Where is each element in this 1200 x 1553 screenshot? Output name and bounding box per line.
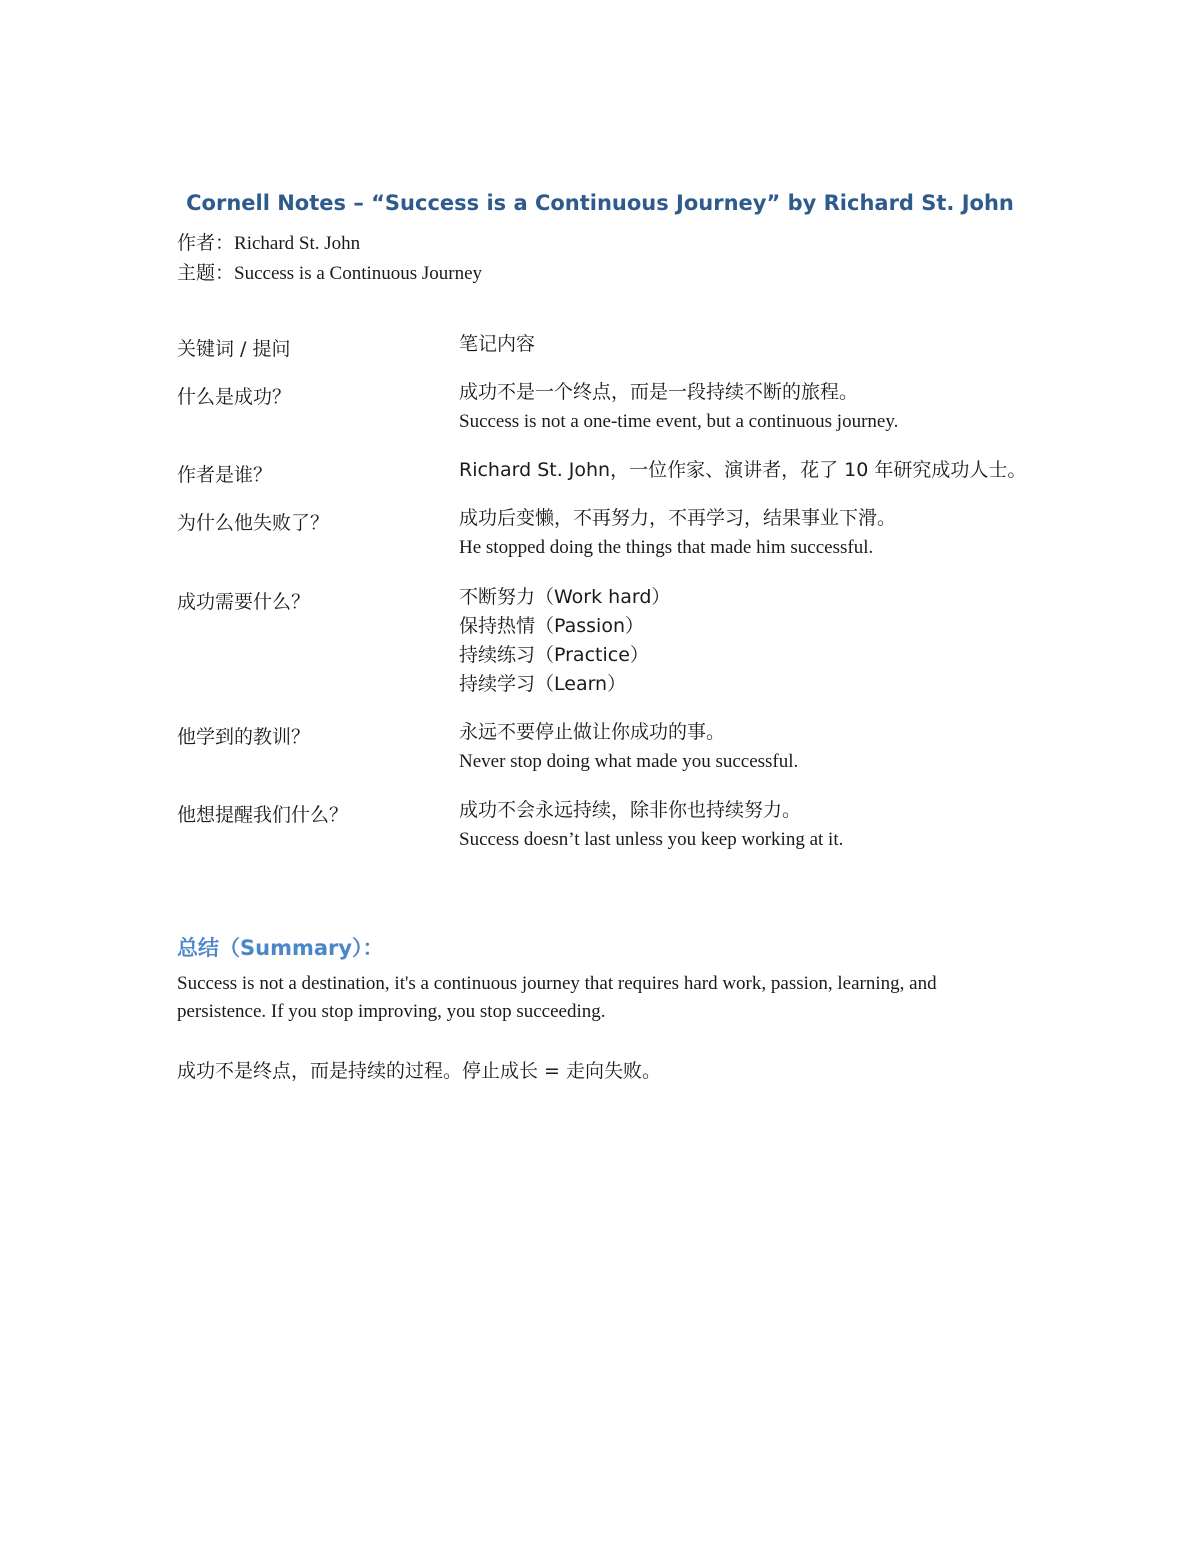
row-note	[459, 456, 1026, 485]
note-line: Richard St. John，一位作家、演讲者，花了 10 年研究成功人士。	[459, 459, 1027, 481]
row-key: 什么是成功？	[177, 386, 292, 408]
note-line: 保持热情（Passion）	[459, 615, 644, 637]
note-line: Success doesn’t last unless you keep working at it.	[459, 829, 844, 850]
header-note	[459, 330, 535, 359]
summary-english: Success is not a destination, it's a continuous journey that requires hard work, passion, learning, and persistence. If you stop improving, you stop succeeding.	[177, 973, 937, 1022]
author-line	[177, 228, 360, 255]
row-key: 为什么他失败了？	[177, 512, 330, 534]
row-note	[459, 378, 898, 436]
document-title: Cornell Notes – “Success is a Continuous Journey” by Richard St. John	[186, 191, 1014, 215]
note-line: 永远不要停止做让你成功的事。	[459, 721, 726, 743]
note-line: 不断努力（Work hard）	[459, 586, 671, 608]
row-key: 他想提醒我们什么？	[177, 804, 349, 826]
row-key: 他学到的教训？	[177, 726, 311, 748]
note-line: 成功后变懒，不再努力，不再学习，结果事业下滑。	[459, 507, 897, 529]
note-line: He stopped doing the things that made him successful.	[459, 537, 874, 558]
note-line: Success is not a one-time event, but a continuous journey.	[459, 411, 899, 432]
author-value: Richard St. John	[234, 233, 361, 254]
note-line: Never stop doing what made you successful.	[459, 751, 799, 772]
note-line: 成功不会永远持续，除非你也持续努力。	[459, 799, 802, 821]
note-line: 持续练习（Practice）	[459, 644, 649, 666]
topic-line	[177, 258, 482, 285]
summary-chinese: 成功不是终点，而是持续的过程。停止成长 = 走向失败。	[177, 1060, 662, 1082]
summary-heading: 总结（Summary）：	[177, 936, 384, 960]
row-note	[459, 718, 798, 776]
author-label: 作者：	[177, 232, 235, 254]
note-line: 持续学习（Learn）	[459, 673, 627, 695]
topic-label: 主题：	[177, 262, 235, 284]
row-key: 成功需要什么？	[177, 591, 311, 613]
row-note	[459, 504, 896, 562]
row-key: 作者是谁？	[177, 464, 273, 486]
row-note	[459, 583, 670, 699]
row-note	[459, 796, 843, 854]
note-line: 成功不是一个终点，而是一段持续不断的旅程。	[459, 381, 859, 403]
header-key: 关键词 / 提问	[177, 338, 291, 360]
header-note-label: 笔记内容	[459, 333, 536, 355]
topic-value: Success is a Continuous Journey	[234, 263, 483, 284]
